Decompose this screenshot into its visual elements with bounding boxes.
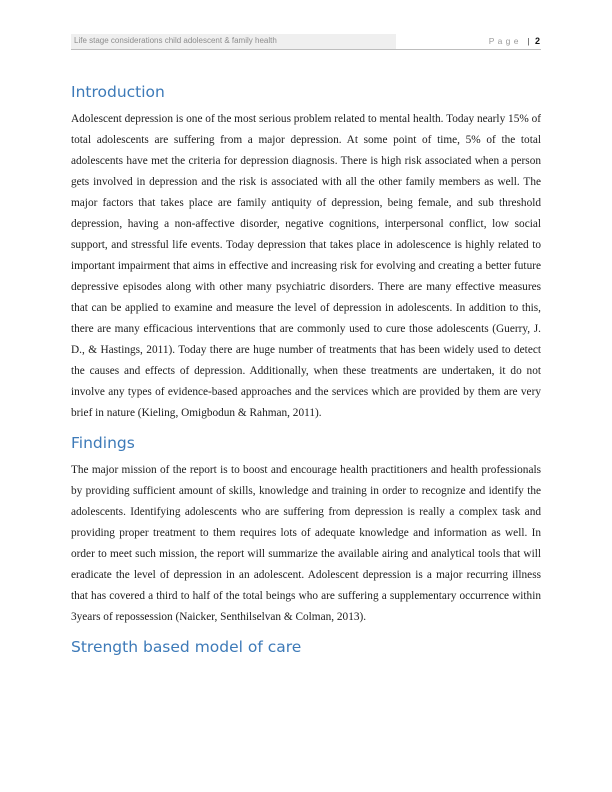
paragraph-findings: The major mission of the report is to boost and encourage health practitioners and health professionals by providing sufficient amount of skills, knowledge and training in order to recognize and identify the adolescents. Identifying adolescents who are suffering from depression is really a complex task and providing proper treatment to them requires lots of adequate knowledge and information as well. In order to meet such mission, the report will summarize the available airing and analytical tools that will eradicate the level of depression in an adolescent. Adolescent depression is a major recurring illness that has covered a third to half of the total beings who are suffering a supplementary occurrence within 3years of repossession (Naicker, Senthilselvan & Colman, 2013). [71,464,541,623]
page-label: P a g e [488,36,520,46]
section-heading-introduction: Introduction [71,83,165,101]
page-header [71,34,541,50]
paragraph-introduction: Adolescent depression is one of the most serious problem related to mental health. Today nearly 15% of total adolescents are suffering from a major depression. At some point of time, 5% of the total adolescents have met the criteria for depression diagnosis. There is high risk associated when a person gets involved in depression and the risk is associated with all the other family members as well. The major factors that takes place are family antiquity of depression, being female, and sub threshold depression, having a non-affective disorder, negative cognitions, interpersonal conflict, low social support, and stressful life events. Today depression that takes place in adolescence is highly related to important impairment that aims in effective and increasing risk for evolving and creating a better future depressive episodes along with other many psychiatric disorders. There are many effective measures that can be applied to examine and measure the level of depression in adolescents. In addition to this, there are many efficacious interventions that are commonly used to cure those adolescents (Guerry, J. D., & Hastings, 2011). Today there are huge number of treatments that has been widely used to detect the causes and effects of depression. Additionally, when these treatments are undertaken, it do not involve any types of evidence-based approaches and the services which are provided by them are very brief in nature (Kieling, Omigbodun & Rahman, 2011). [71,113,541,419]
page-number-area [396,34,541,49]
page-number: 2 [534,36,540,46]
running-header-title: Life stage considerations child adolescent & family health [71,34,396,49]
page-number-separator: | [527,36,530,46]
section-heading-strength-based-model-of-care: Strength based model of care [71,638,302,656]
section-heading-findings: Findings [71,434,135,452]
